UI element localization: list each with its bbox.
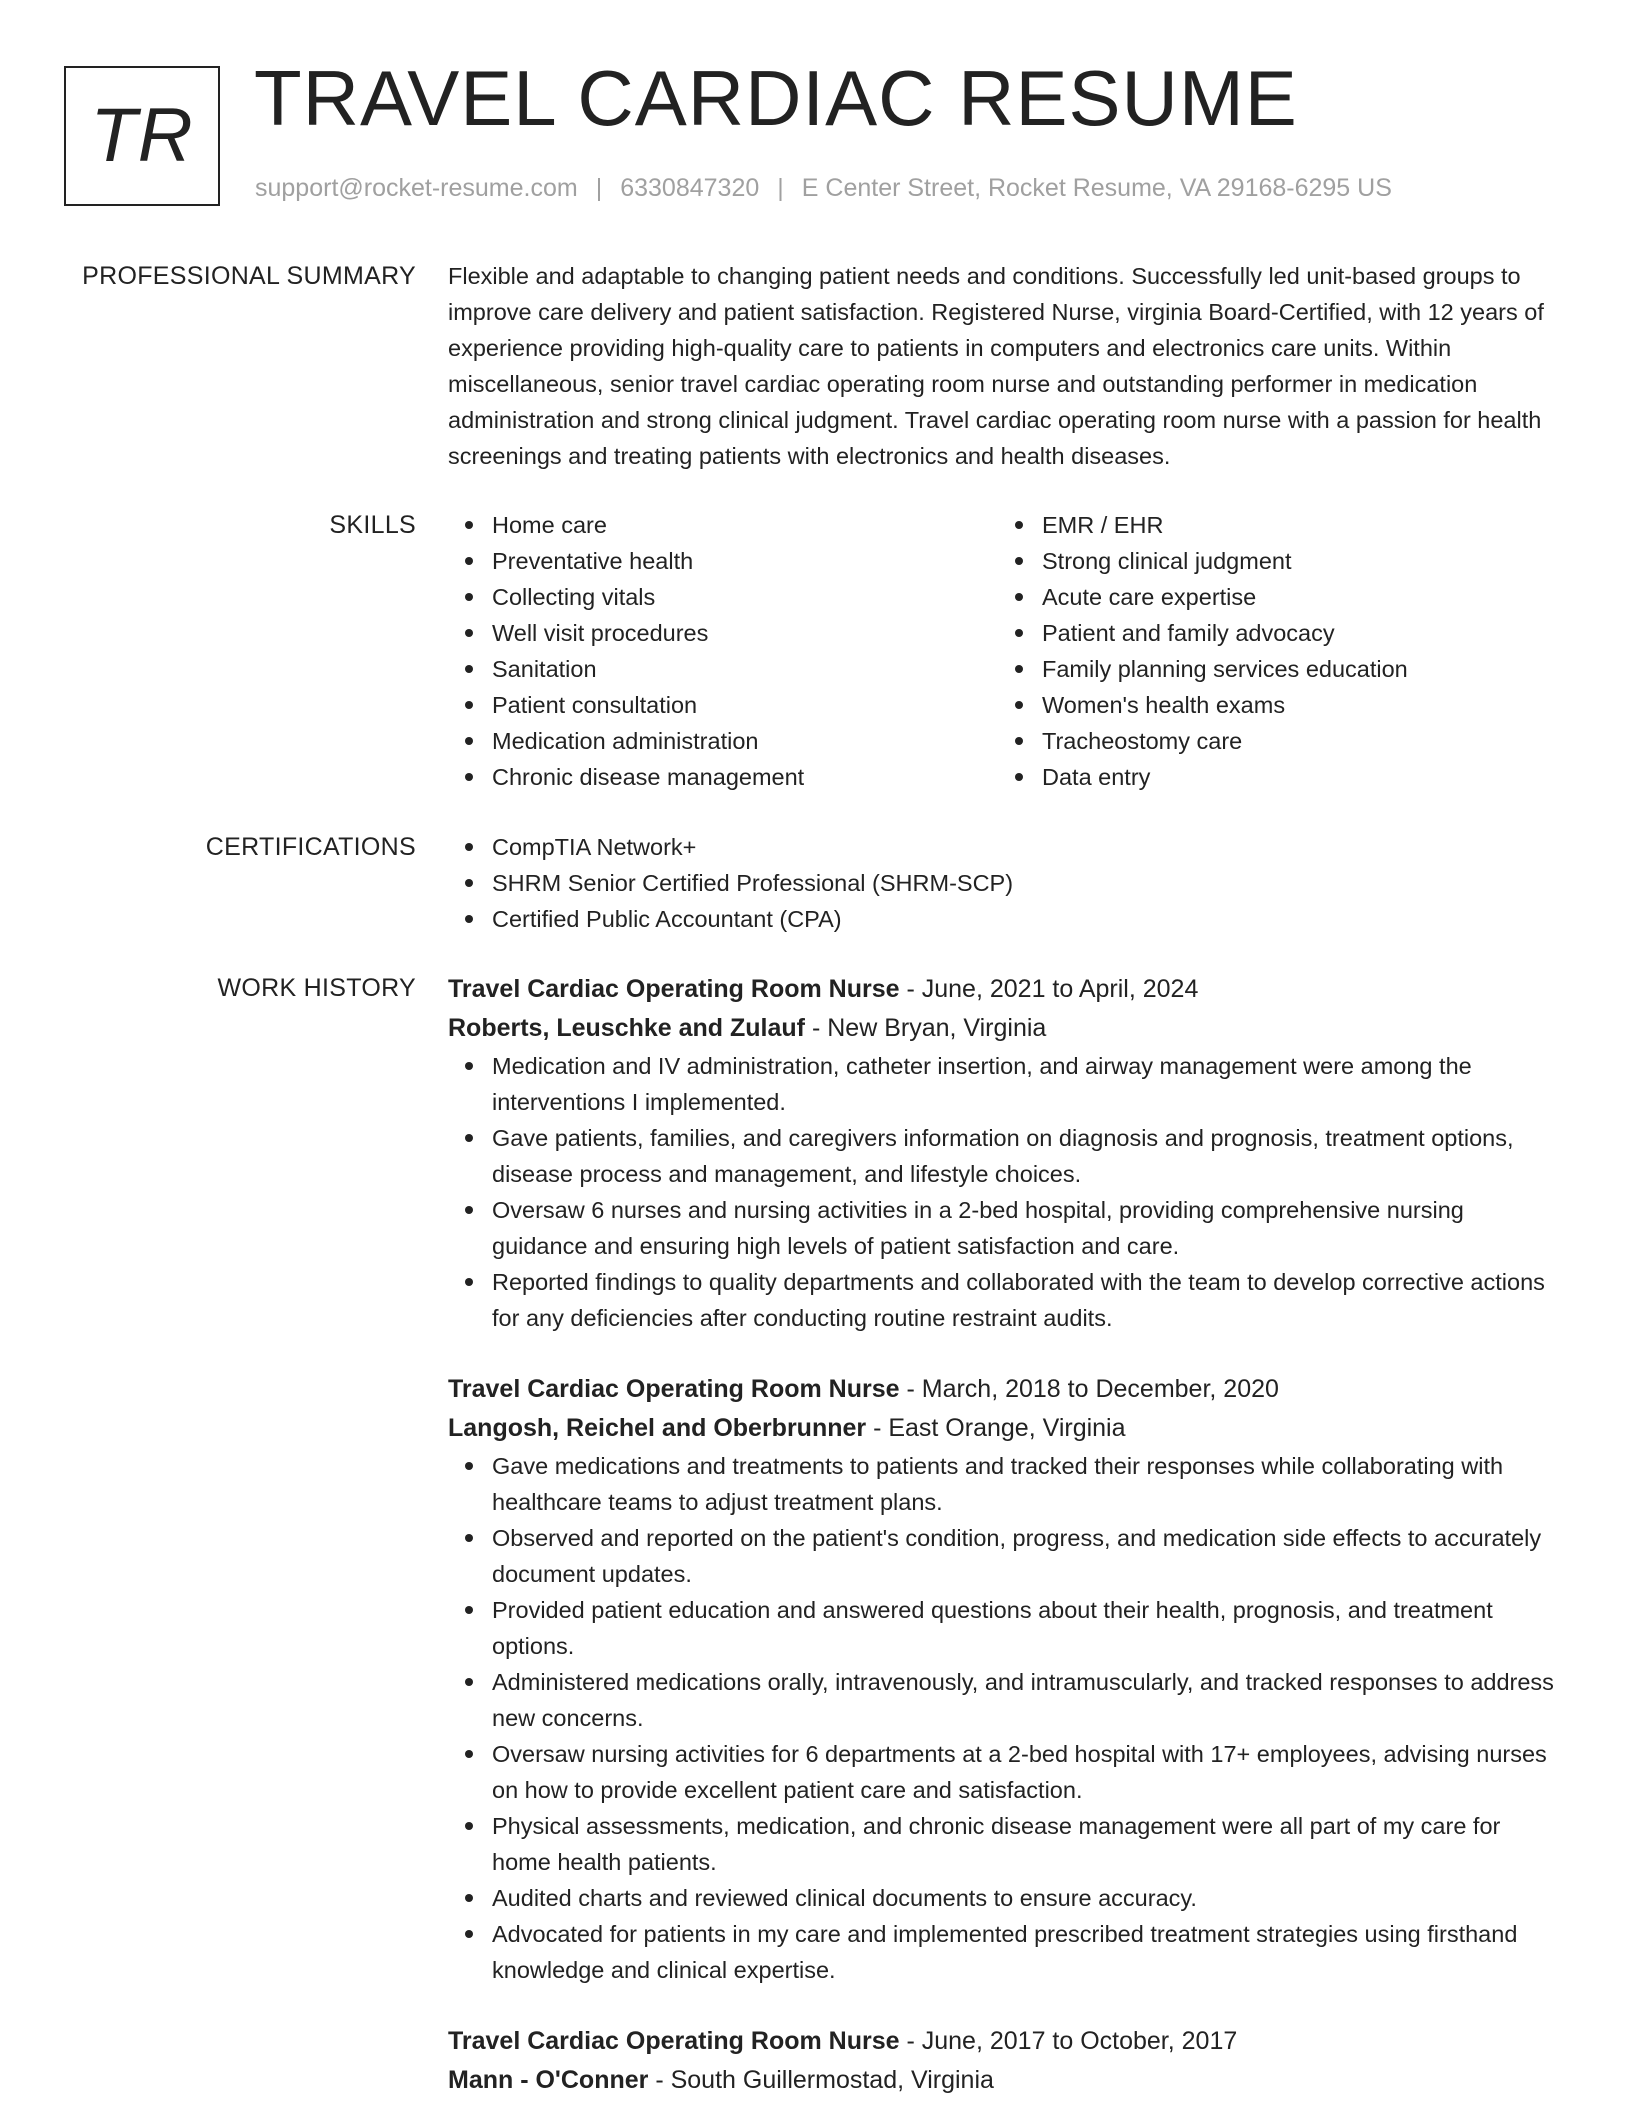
job-title: Travel Cardiac Operating Room Nurse — [448, 1375, 900, 1403]
job-company: Roberts, Leuschke and Zulauf — [448, 1014, 806, 1042]
job-bullet: Reported findings to quality departments and collaborated with the team to develop corrective actions for any deficiencies after conducting routine restraint audits. — [492, 1264, 1563, 1336]
job-entry — [448, 970, 1563, 1336]
skills-body — [448, 507, 1563, 795]
certification-item: SHRM Senior Certified Professional (SHRM-SCP) — [492, 865, 1563, 901]
job-bullet: Medication and IV administration, catheter insertion, and airway management were among the interventions I implemented. — [492, 1048, 1563, 1120]
skill-item: Patient and family advocacy — [1042, 615, 1548, 651]
skill-item: Medication administration — [492, 723, 998, 759]
monogram-initials: TR — [90, 93, 194, 178]
contact-email[interactable]: support@rocket-resume.com — [255, 174, 578, 202]
job-title-line — [448, 970, 1563, 1009]
job-bullet: Oversaw 6 nurses and nursing activities in a 2-bed hospital, providing comprehensive nursing guidance and ensuring high levels of patient satisfaction and care. — [492, 1192, 1563, 1264]
skill-item: Chronic disease management — [492, 759, 998, 795]
contact-separator: | — [595, 174, 603, 202]
job-bullet: Administered medications orally, intravenously, and intramuscularly, and tracked responses to address new concerns. — [492, 1664, 1563, 1736]
job-location: - East Orange, Virginia — [866, 1414, 1126, 1442]
job-bullets — [448, 1048, 1563, 1336]
section-label-skills: SKILLS — [329, 511, 416, 539]
job-entry — [448, 2022, 1563, 2100]
job-company-line — [448, 1009, 1563, 1048]
certifications-body — [448, 829, 1563, 937]
section-label-summary: PROFESSIONAL SUMMARY — [82, 262, 416, 290]
summary-text: Flexible and adaptable to changing patient needs and conditions. Successfully led unit-based groups to improve care delivery and patient satisfaction. Registered Nurse, virginia Board-Certified, with 12 years of experience providing high-quality care to patients in computers and electronics care units. Within miscellaneous, senior travel cardiac operating room nurse and outstanding performer in medication administration and strong clinical judgment. Travel cardiac operating room nurse with a passion for health screenings and treating patients with electronics and health diseases. — [448, 263, 1544, 469]
job-dates: - March, 2018 to December, 2020 — [899, 1375, 1279, 1403]
job-bullet: Gave medications and treatments to patients and tracked their responses while collaborating with healthcare teams to adjust treatment plans. — [492, 1448, 1563, 1520]
certification-item: CompTIA Network+ — [492, 829, 1563, 865]
skill-item: Acute care expertise — [1042, 579, 1548, 615]
skill-item: EMR / EHR — [1042, 507, 1548, 543]
skill-item: Tracheostomy care — [1042, 723, 1548, 759]
job-company: Mann - O'Conner — [448, 2066, 649, 2094]
resume-title: TRAVEL CARDIAC RESUME — [254, 54, 1298, 142]
contact-address: E Center Street, Rocket Resume, VA 29168-6295 US — [801, 174, 1392, 202]
job-bullet: Gave patients, families, and caregivers information on diagnosis and prognosis, treatment options, disease process and management, and lifestyle choices. — [492, 1120, 1563, 1192]
job-entry — [448, 1370, 1563, 1988]
job-bullet: Physical assessments, medication, and chronic disease management were all part of my care for home health patients. — [492, 1808, 1563, 1880]
job-bullet: Oversaw nursing activities for 6 departments at a 2-bed hospital with 17+ employees, advising nurses on how to provide excellent patient care and satisfaction. — [492, 1736, 1563, 1808]
job-company-line — [448, 1409, 1563, 1448]
section-label-work-history: WORK HISTORY — [217, 974, 416, 1002]
job-bullet: Audited charts and reviewed clinical documents to ensure accuracy. — [492, 1880, 1563, 1916]
job-bullet: Provided patient education and answered questions about their health, prognosis, and treatment options. — [492, 1592, 1563, 1664]
job-bullets — [448, 1448, 1563, 1988]
job-dates: - June, 2021 to April, 2024 — [899, 975, 1199, 1003]
skill-item: Sanitation — [492, 651, 998, 687]
job-bullet: Observed and reported on the patient's condition, progress, and medication side effects to accurately document updates. — [492, 1520, 1563, 1592]
summary-body — [448, 258, 1563, 474]
job-location: - New Bryan, Virginia — [805, 1014, 1047, 1042]
skills-list-left — [448, 507, 998, 795]
job-bullet: Advocated for patients in my care and implemented prescribed treatment strategies using firsthand knowledge and clinical expertise. — [492, 1916, 1563, 1988]
skill-item: Women's health exams — [1042, 687, 1548, 723]
job-title: Travel Cardiac Operating Room Nurse — [448, 2027, 900, 2055]
job-company: Langosh, Reichel and Oberbrunner — [448, 1414, 867, 1442]
job-title-line — [448, 2022, 1563, 2061]
contact-line — [255, 174, 1392, 203]
contact-phone[interactable]: 6330847320 — [620, 174, 760, 202]
skill-item: Patient consultation — [492, 687, 998, 723]
job-dates: - June, 2017 to October, 2017 — [899, 2027, 1238, 2055]
skill-item: Data entry — [1042, 759, 1548, 795]
skills-list-right — [998, 507, 1548, 795]
certifications-list — [448, 829, 1563, 937]
certification-item: Certified Public Accountant (CPA) — [492, 901, 1563, 937]
skill-item: Home care — [492, 507, 998, 543]
skill-item: Preventative health — [492, 543, 998, 579]
monogram-box — [64, 66, 220, 206]
job-title: Travel Cardiac Operating Room Nurse — [448, 975, 900, 1003]
skill-item: Well visit procedures — [492, 615, 998, 651]
job-location: - South Guillermostad, Virginia — [648, 2066, 994, 2094]
job-company-line — [448, 2061, 1563, 2100]
skill-item: Family planning services education — [1042, 651, 1548, 687]
job-title-line — [448, 1370, 1563, 1409]
contact-separator: | — [777, 174, 784, 202]
section-label-certifications: CERTIFICATIONS — [205, 833, 416, 861]
skill-item: Collecting vitals — [492, 579, 998, 615]
skill-item: Strong clinical judgment — [1042, 543, 1548, 579]
work-history-body — [448, 970, 1563, 2112]
